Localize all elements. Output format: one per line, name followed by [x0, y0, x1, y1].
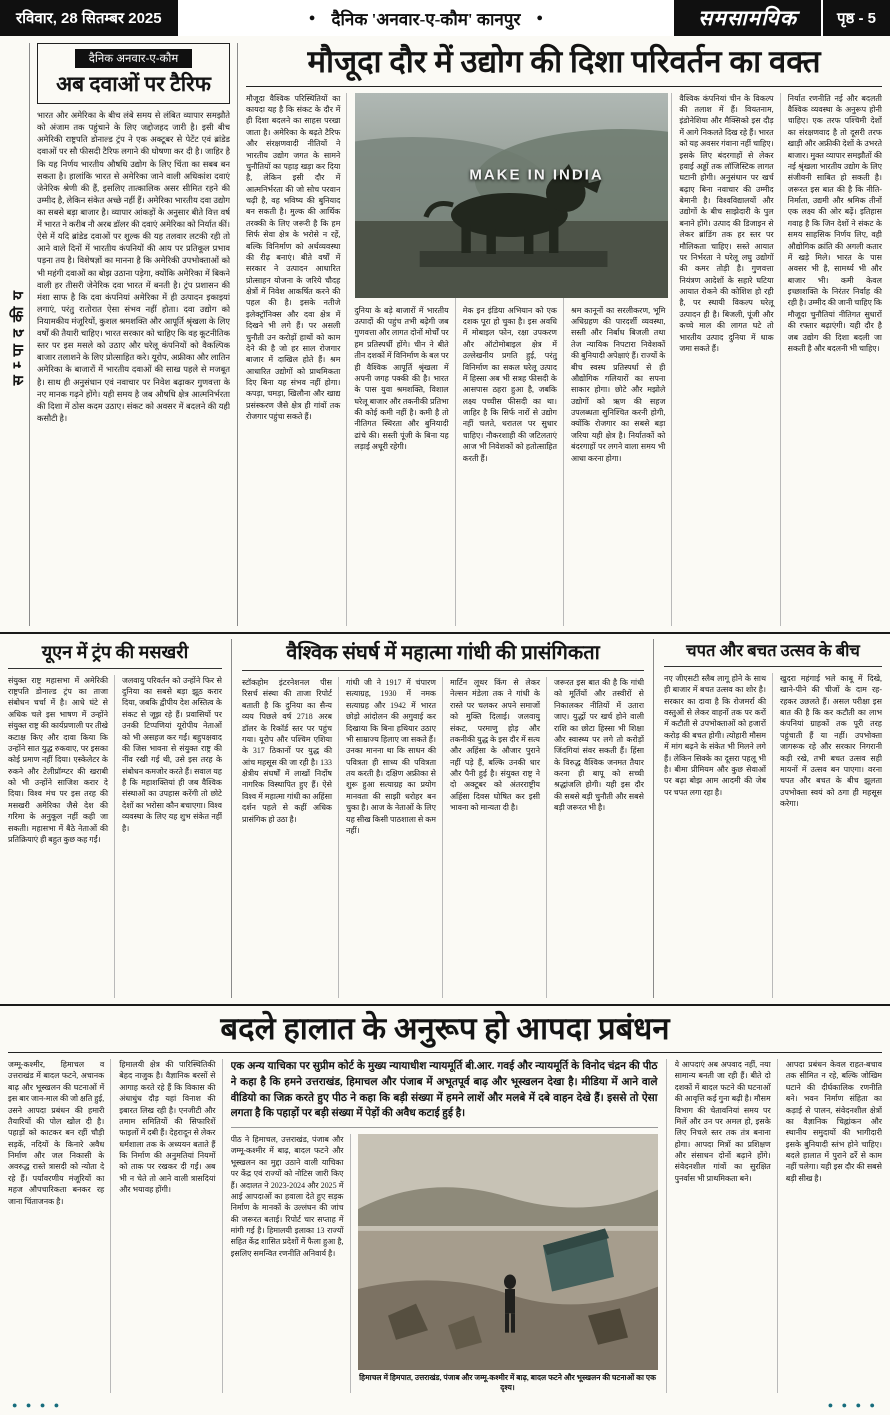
bullet-dot-icon: ●: [308, 12, 316, 24]
trump-headline: यूएन में ट्रंप की मसखरी: [8, 639, 222, 669]
make-in-india-photo-art: [355, 93, 668, 298]
make-in-india-photo: [355, 93, 668, 298]
flood-photo: [358, 1134, 658, 1370]
disaster-left-column-1: जम्मू-कश्मीर, हिमाचल व उत्तराखंड में बादल फटने, अचानक बाढ़ और भूस्खलन की घटनाओं में इस बार जान-माल की जो क्षति हुई, उसने आपदा प्रबंधन की हमारी तैयारियों की पोल खोल दी है। पहाड़ों को काटकर बन रहीं चौड़ी सड़कें, नदियों के किनारे अवैध निर्माण और जल निकासी के अवरुद्ध रास्ते त्रासदी को न्योता दे रहे हैं। पर्यावरणीय मंजूरियों का महज औपचारिकता बनकर रह जाना चिंताजनक है।: [8, 1059, 111, 1393]
disaster-article: [0, 1006, 890, 1395]
make-in-india-label: MAKE IN INDIA: [469, 166, 604, 184]
gandhi-article: [242, 639, 654, 998]
page-number: पृष्ठ - 5: [821, 0, 890, 36]
masthead: [0, 0, 890, 36]
industry-headline: मौजूदा दौर में उद्योग की दिशा परिवर्तन का वक्त: [246, 43, 882, 87]
middle-row: [0, 634, 890, 1006]
editorial-masthead: दैनिक अनवार-ए-कौम: [75, 49, 192, 68]
bachat-column-1: नए जीएसटी स्लैब लागू होने के साथ ही बाजार में बचत उत्सव का शोर है। सरकार का दावा है कि रोजमर्रा की वस्तुओं से लेकर वाहनों तक पर करों में कटौती से उपभोक्ताओं को हजारों करोड़ की बचत होगी। त्योहारी मौसम में मांग बढ़ने के संकेत भी मिलने लगे हैं। लेकिन सिक्के का दूसरा पहलू भी है। बीमा प्रीमियम और कुछ सेवाओं पर बढ़ा बोझ आम आदमी की जेब पर चपत लगा रहा है।: [664, 673, 773, 998]
disaster-center: [231, 1059, 667, 1393]
footer-dots-right: ● ● ● ●: [827, 1400, 878, 1410]
editorial-block: [8, 43, 238, 626]
masthead-date: रविवार, 28 सितम्बर 2025: [16, 10, 162, 27]
bachat-article: [664, 639, 882, 998]
industry-column-6: निर्यात रणनीति नई और बदलती वैश्विक व्यवस्था के अनुरूप होनी चाहिए। एक तरफ पश्चिमी देशों का संरक्षणवाद है तो दूसरी तरफ खाड़ी और अफ्रीकी देशों के उभरते बाजार। मुक्त व्यापार समझौतों की नई श्रृंखला भारतीय उद्योग के लिए संजीवनी साबित हो सकती है। जरूरत इस बात की है कि नीति-निर्माता, उद्यमी और श्रमिक तीनों एक लक्ष्य की ओर बढ़ें। इतिहास गवाह है कि जिन देशों ने संकट के समय साहसिक निर्णय लिए, वही औद्योगिक क्रांति की अगली कतार में खड़े मिले। भारत के पास अवसर भी है, सामर्थ्य भी और बाजार भी। कमी केवल इच्छाशक्ति के निरंतर निर्वाह की रही है। उम्मीद की जानी चाहिए कि मौजूदा चुनौतियां नीतिगत सुधारों की रफ्तार बढ़ाएंगी। यही दौर है जब उद्योग की दिशा बदली जा सकती है और बदलनी भी चाहिए।: [787, 93, 882, 353]
trump-body: [8, 675, 222, 998]
section-name: समसामयिक: [698, 6, 797, 30]
industry-column-4: श्रम कानूनों का सरलीकरण, भूमि अधिग्रहण की पारदर्शी व्यवस्था, सस्ती और निर्बाध बिजली तथा तेज न्यायिक निपटारा निवेशकों की बुनियादी अपेक्षाएं हैं। राज्यों के बीच स्वस्थ प्रतिस्पर्धा से ही औद्योगिक गलियारों का सपना साकार होगा। छोटे और मझोले उद्योगों को ऋण की सहज उपलब्धता सुनिश्चित करनी होगी, क्योंकि रोजगार का सबसे बड़ा जरिया यही क्षेत्र है। निर्यातकों को बंदरगाहों पर लगने वाला समय भी आधा करना होगा।: [571, 93, 672, 626]
gandhi-column-4: जरूरत इस बात की है कि गांधी को मूर्तियों और तस्वीरों से निकालकर नीतियों में उतारा जाए। युद्धों पर खर्च होने वाली राशि का छोटा हिस्सा भी शिक्षा और स्वास्थ्य पर लगे तो करोड़ों जिंदगियां संवर सकती हैं। हिंसा के विरुद्ध वैश्विक जनमत तैयार करना ही बापू को सच्ची श्रद्धांजलि होगी। यही इस दौर की सबसे बड़ी चुनौती और सबसे बड़ी जरूरत भी है।: [554, 678, 644, 813]
footer-dots-left: ● ● ● ●: [12, 1400, 63, 1410]
industry-column-1: मौजूदा वैश्विक परिस्थितियों का कायदा यह है कि संकट के दौर में ही दिशा बदलने का साहस परखा जाता है। अमेरिका के बढ़ते टैरिफ और संरक्षणवादी नीतियों ने भारतीय उद्योग जगत के सामने चुनौतियों का पहाड़ खड़ा कर दिया है, लेकिन इसी दौर में आत्मनिर्भरता की जो सोच परवान चढ़ी है, वह भविष्य की बुनियाद बन सकती है। मुल्क की आर्थिक तरक्की के लिए जरूरी है कि हम सिर्फ सेवा क्षेत्र के भरोसे न रहें, बल्कि विनिर्माण को अर्थव्यवस्था की रीढ़ बनाएं। बीते वर्षों में सरकार ने उत्पादन आधारित प्रोत्साहन योजना के जरिये चौदह क्षेत्रों में निवेश आकर्षित करने की पहल की है। इसके नतीजे इलेक्ट्रॉनिक्स और दवा क्षेत्र में दिखने भी लगे हैं। पर असली चुनौती उन करोड़ों हाथों को काम देने की है जो हर साल रोजगार बाजार में दाखिल होते हैं। श्रम आधारित उद्योगों को प्राथमिकता दिए बिना यह संभव नहीं होगा। कपड़ा, चमड़ा, खिलौना और खाद्य प्रसंस्करण जैसे क्षेत्र ही गांवों तक रोजगार पहुंचा सकते हैं।: [246, 93, 347, 626]
editorial-title: अब दवाओं पर टैरिफ: [56, 72, 211, 96]
top-row: [0, 36, 890, 634]
flood-photo-art: [358, 1134, 658, 1370]
disaster-lead-paragraph: एक अन्य याचिका पर सुप्रीम कोर्ट के मुख्य न्यायाधीश न्यायमूर्ति बी.आर. गवई और न्यायमूर्ति के विनोद चंद्रन की पीठ ने कहा है कि हमने उत्तराखंड, हिमाचल और पंजाब में अभूतपूर्व बाढ़ और भूस्खलन देखा है। मीडिया में आने वाले वीडियो का जिक्र करते हुए पीठ ने कहा कि बड़ी संख्या में हमने लाशें और मलबे में दबे वाहन देखे हैं। इससे तो ऐसा लगता है कि पहाड़ों पर बड़ी संख्या में पेड़ों की अवैध कटाई हुई है।: [231, 1059, 658, 1128]
gandhi-headline: वैश्विक संघर्ष में महात्मा गांधी की प्रासंगिकता: [242, 639, 644, 671]
masthead-center: [178, 0, 675, 36]
editorial-body: भारत और अमेरिका के बीच लंबे समय से लंबित व्यापार समझौते को अंजाम तक पहुंचाने के लिए जद्दोजहद जारी है। इसी बीच अमेरिकी राष्ट्रपति डोनाल्ड ट्रंप ने एक अक्टूबर से पेटेंट एवं ब्रांडेड दवाओं पर सौ फीसदी टैरिफ लगाने की घोषणा कर दी है। जाहिर है कि यह निर्णय भारतीय औषधि उद्योग के लिए चिंता का सबब बन सकता है। हालांकि भारत से अमेरिका जाने वाली अधिकांश दवाएं जेनेरिक श्रेणी की हैं, इसलिए तात्कालिक असर सीमित रहने की उम्मीद है, लेकिन संकेत अच्छे नहीं हैं। अमेरिका भारतीय दवा उद्योग का सबसे बड़ा बाजार है। व्यापार आंकड़ों के अनुसार बीते वित्त वर्ष में भारत ने करीब नौ अरब डॉलर की दवाएं अमेरिका को निर्यात कीं। ऐसे में यदि ब्रांडेड दवाओं पर शुल्क की यह तलवार लटकी रही तो आने वाले दिनों में भारतीय कंपनियों की आय पर प्रतिकूल प्रभाव पड़ना तय है। विशेषज्ञों का मानना है कि अमेरिकी उपभोक्ताओं को भी महंगी दवाओं का बोझ उठाना पड़ेगा, क्योंकि अमेरिका में बिकने वाली हर तीसरी जेनेरिक दवा भारत में बनती है। ट्रंप प्रशासन की मंशा साफ है कि दवा कंपनियां अमेरिका में ही उत्पादन इकाइयां लगाएं, परंतु रातोरात ऐसा संभव नहीं होता। दवा उद्योग को नियामकीय मंजूरियों, कुशल श्रमशक्ति और आपूर्ति श्रृंखला के लिए वर्षों की तैयारी चाहिए। भारत सरकार को चाहिए कि वह कूटनीतिक स्तर पर इस मसले को उठाए और घरेलू कंपनियों को वैकल्पिक बाजार तलाशने के लिए प्रोत्साहित करे। यूरोप, अफ्रीका और लातिन अमेरिका के बाजारों में भारतीय दवाओं की साख पहले से मजबूत है। साथ ही अनुसंधान एवं नवाचार पर निवेश बढ़ाकर गुणवत्ता के नए मानक गढ़ने होंगे। यही समय है जब औषधि क्षेत्र आत्मनिर्भरता की दिशा में ठोस कदम उठाए। संकट को अवसर में बदलने की यही कसौटी है।: [37, 111, 230, 423]
bachat-headline: चपत और बचत उत्सव के बीच: [664, 639, 882, 667]
bullet-dot-icon: ●: [536, 12, 544, 24]
industry-column-5: वैश्विक कंपनियां चीन के विकल्प की तलाश में हैं। वियतनाम, इंडोनेशिया और मैक्सिको इस दौड़ में आगे निकलते दिख रहे हैं। भारत को यह अवसर गंवाना नहीं चाहिए। इसके लिए बंदरगाहों से लेकर हवाई अड्डों तक लॉजिस्टिक लागत घटानी होगी। अनुसंधान पर खर्च बढ़ाए बिना नवाचार की उम्मीद बेमानी है। विश्वविद्यालयों और उद्योगों के बीच साझेदारी के पुल बनाने होंगे। उत्पाद की डिजाइन से लेकर ब्रांडिंग तक हर स्तर पर मौलिकता चाहिए। सस्ते आयात पर निर्भरता ने घरेलू लघु उद्योगों की कमर तोड़ी है। गुणवत्ता नियंत्रण आदेशों के सहारे घटिया आयात रोकने की कोशिश हो रही है, पर स्थायी विकल्प घरेलू उत्पादन ही है। बिजली, पूंजी और कच्चे माल की लागत घटे तो भारतीय उत्पाद दुनिया में धाक जमा सकते हैं।: [679, 93, 780, 626]
disaster-headline: बदले हालात के अनुरूप हो आपदा प्रबंधन: [8, 1011, 882, 1053]
flood-photo-caption: हिमाचल में हिमपात, उत्तराखंड, पंजाब और जम्मू-कश्मीर में बाढ़, बादल फटने और भूस्खलन की घटनाओं का एक दृश्य।: [359, 1373, 656, 1393]
disaster-center-column: पीठ ने हिमाचल, उत्तराखंड, पंजाब और जम्मू-कश्मीर में बाढ़, बादल फटने और भूस्खलन का मुद्दा उठाने वाली याचिका पर केंद्र एवं राज्यों को नोटिस जारी किए हैं। अदालत ने 2023-2024 और 2025 में आई आपदाओं का हवाला देते हुए सड़क निर्माण के मानकों के उल्लंघन की जांच की जरूरत बताई। रिपोर्ट चार सप्ताह में मांगी गई है। हिमालयी इलाका 13 राज्यों सहित केंद्र शासित प्रदेशों में फैला हुआ है, इसलिए समन्वित रणनीति अनिवार्य है।: [231, 1134, 351, 1393]
gandhi-column-1: स्टॉकहोम इंटरनेशनल पीस रिसर्च संस्था की ताजा रिपोर्ट बताती है कि दुनिया का सैन्य व्यय पिछले वर्ष 2718 अरब डॉलर के रिकॉर्ड स्तर पर पहुंच गया। यूरोप और पश्चिम एशिया के 317 ठिकानों पर युद्ध की आंच महसूस की जा रही है। 133 क्षेत्रीय संघर्षों में लाखों निर्दोष नागरिक विस्थापित हुए हैं। ऐसे विश्व में महात्मा गांधी का अहिंसा दर्शन पहले से कहीं अधिक प्रासंगिक हो उठा है।: [242, 677, 339, 998]
disaster-right-column-2: आपदा प्रबंधन केवल राहत-बचाव तक सीमित न रहे, बल्कि जोखिम घटाने की दीर्घकालिक रणनीति बने। भवन निर्माण संहिता का कड़ाई से पालन, संवेदनशील क्षेत्रों का वैज्ञानिक चिह्नांकन और स्थानीय समुदायों की भागीदारी इसके बुनियादी स्तंभ होने चाहिए। बदले हालात में पुराने ढर्रे से काम नहीं चलेगा। यही इस दौर की सबसे बड़ी सीख है।: [785, 1060, 882, 1183]
gandhi-column-2: गांधी जी ने 1917 में चंपारण सत्याग्रह, 1930 में नमक सत्याग्रह और 1942 में भारत छोड़ो आंदोलन की अगुवाई कर दिखाया कि बिना हथियार उठाए भी साम्राज्य हिलाए जा सकते हैं। उनका मानना था कि साधन की पवित्रता ही साध्य की पवित्रता तय करती है। दक्षिण अफ्रीका से शुरू हुआ सत्याग्रह का प्रयोग मानवता की साझी धरोहर बन चुका है। आज के नेताओं के लिए यह सीख किसी पाठशाला से कम नहीं।: [346, 677, 443, 998]
disaster-center-lower: [231, 1134, 658, 1393]
industry-article: [246, 43, 882, 626]
editorial-vertical-strip: [8, 43, 30, 626]
paper-title: दैनिक 'अनवार-ए-कौम' कानपुर: [331, 9, 521, 29]
editorial-header-box: [37, 43, 230, 104]
trump-article: [8, 639, 232, 998]
disaster-body: [8, 1059, 882, 1393]
editorial-content: [37, 43, 230, 626]
trump-column-2: जलवायु परिवर्तन को उन्होंने फिर से दुनिया का सबसे बड़ा झूठ करार दिया, जबकि द्वीपीय देश अस्तित्व के संकट से जूझ रहे हैं। प्रवासियों पर उनकी टिप्पणियां यूरोपीय नेताओं को भी असहज कर गईं। बहुपक्षवाद की जिस भावना से संयुक्त राष्ट्र की नींव रखी गई थी, उसे इस तरह के संबोधन कमजोर करते हैं। सवाल यह है कि महाशक्तियां ही जब वैश्विक संस्थाओं का उपहास करेंगी तो छोटे देशों का भरोसा कौन बचाएगा। विश्व व्यवस्था के लिए यह शुभ संकेत नहीं है।: [122, 675, 222, 833]
bachat-column-2: खुदरा महंगाई भले काबू में दिखे, खाने-पीने की चीजों के दाम रह-रहकर उछलते हैं। असल परीक्षा इस बात की है कि कर कटौती का लाभ कंपनियां ग्राहकों तक पूरी तरह पहुंचाती हैं या नहीं। उपभोक्ता जागरूक रहे और सरकार निगरानी कड़ी रखे, तभी बचत उत्सव सही मायनों में उत्सव बन पाएगा। वरना चपत और बचत के बीच झूलता उपभोक्ता स्वयं को ठगा ही महसूस करेगा।: [780, 673, 882, 809]
disaster-right-column-1: ये आपदाएं अब अपवाद नहीं, नया सामान्य बनती जा रही हैं। बीते दो दशकों में बादल फटने की घटनाओं की आवृत्ति कई गुना बढ़ी है। मौसम विभाग की चेतावनियां समय पर मिलें और उन पर अमल हो, इसके लिए निचले स्तर तक तंत्र बनाना होगा। आपदा मित्रों का प्रशिक्षण और संसाधन दोनों बढ़ाने होंगे। संवेदनशील गांवों का सुरक्षित पुनर्वास भी प्राथमिकता बने।: [675, 1059, 778, 1393]
trump-column-1: संयुक्त राष्ट्र महासभा में अमेरिकी राष्ट्रपति डोनाल्ड ट्रंप का ताजा संबोधन चर्चा में है। आधे घंटे से अधिक चले इस भाषण में उन्होंने संयुक्त राष्ट्र की कार्यप्रणाली पर तीखे कटाक्ष किए और दावा किया कि उन्होंने सात युद्ध रुकवाए, पर इसका कोई प्रमाण नहीं दिया। एस्केलेटर के रुकने और टेलीप्रॉम्प्टर की खराबी को भी उन्होंने साजिश करार दे दिया। विश्व मंच पर इस तरह की मसखरी अमेरिका जैसे देश की गरिमा के अनुकूल नहीं कही जा सकती। महासभा में बैठे नेताओं की प्रतिक्रियाएं ही बहुत कुछ कह गईं।: [8, 675, 115, 998]
flood-figure: [358, 1134, 658, 1393]
gandhi-column-3: मार्टिन लूथर किंग से लेकर नेल्सन मंडेला तक ने गांधी के रास्ते पर चलकर अपने समाजों को मुक्ति दिलाई। जलवायु संकट, परमाणु होड़ और तकनीकी युद्ध के इस दौर में सत्य और अहिंसा के औजार पुराने नहीं पड़े हैं, बल्कि उनकी धार और पैनी हुई है। संयुक्त राष्ट्र ने दो अक्टूबर को अंतरराष्ट्रीय अहिंसा दिवस घोषित कर इसी भावना को मान्यता दी है।: [450, 677, 547, 998]
gandhi-body: [242, 677, 644, 998]
industry-column-2: दुनिया के बड़े बाजारों में भारतीय उत्पादों की पहुंच तभी बढ़ेगी जब गुणवत्ता और लागत दोनों मोर्चों पर हम प्रतिस्पर्धी होंगे। चीन ने बीते तीन दशकों में विनिर्माण के बल पर ही वैश्विक आपूर्ति श्रृंखला में अपनी जगह पक्की की है। भारत के पास युवा श्रमशक्ति, विशाल घरेलू बाजार और तकनीकी प्रतिभा की कोई कमी नहीं है। कमी है तो नीतिगत स्थिरता और बुनियादी ढांचे की। सस्ती पूंजी के बिना यह लड़ाई अधूरी रहेगी।: [354, 93, 455, 626]
industry-body: [246, 93, 882, 626]
industry-column-3: मेक इन इंडिया अभियान को एक दशक पूरा हो चुका है। इस अवधि में मोबाइल फोन, रक्षा उपकरण और ऑटोमोबाइल क्षेत्र में उल्लेखनीय प्रगति हुई, परंतु विनिर्माण का सकल घरेलू उत्पाद में हिस्सा अब भी सत्रह फीसदी के आसपास ठहरा हुआ है, जबकि लक्ष्य पच्चीस फीसदी का था। जाहिर है कि सिर्फ नारों से उद्योग नहीं चलते, धरातल पर सुधार चाहिए। नौकरशाही की जटिलताएं आज भी निवेशकों को हतोत्साहित करती हैं।: [463, 93, 564, 626]
disaster-left-column-2: हिमालयी क्षेत्र की पारिस्थितिकी बेहद नाजुक है। वैज्ञानिक बरसों से आगाह करते रहे हैं कि विकास की अंधाधुंध दौड़ यहां विनाश की इबारत लिख रही है। एनजीटी और तमाम समितियों की सिफारिशें फाइलों में दबी हैं। देहरादून से लेकर धर्मशाला तक के अध्ययन बताते हैं कि निर्माण की अनुमतियां नियमों को ताक पर रखकर दी गईं। अब भी न चेते तो आने वाली त्रासदियां और भयावह होंगी।: [119, 1059, 222, 1393]
bachat-body: [664, 673, 882, 998]
page-footer: [0, 1395, 890, 1415]
editorial-vertical-label: सम्पादकीय: [9, 283, 27, 386]
